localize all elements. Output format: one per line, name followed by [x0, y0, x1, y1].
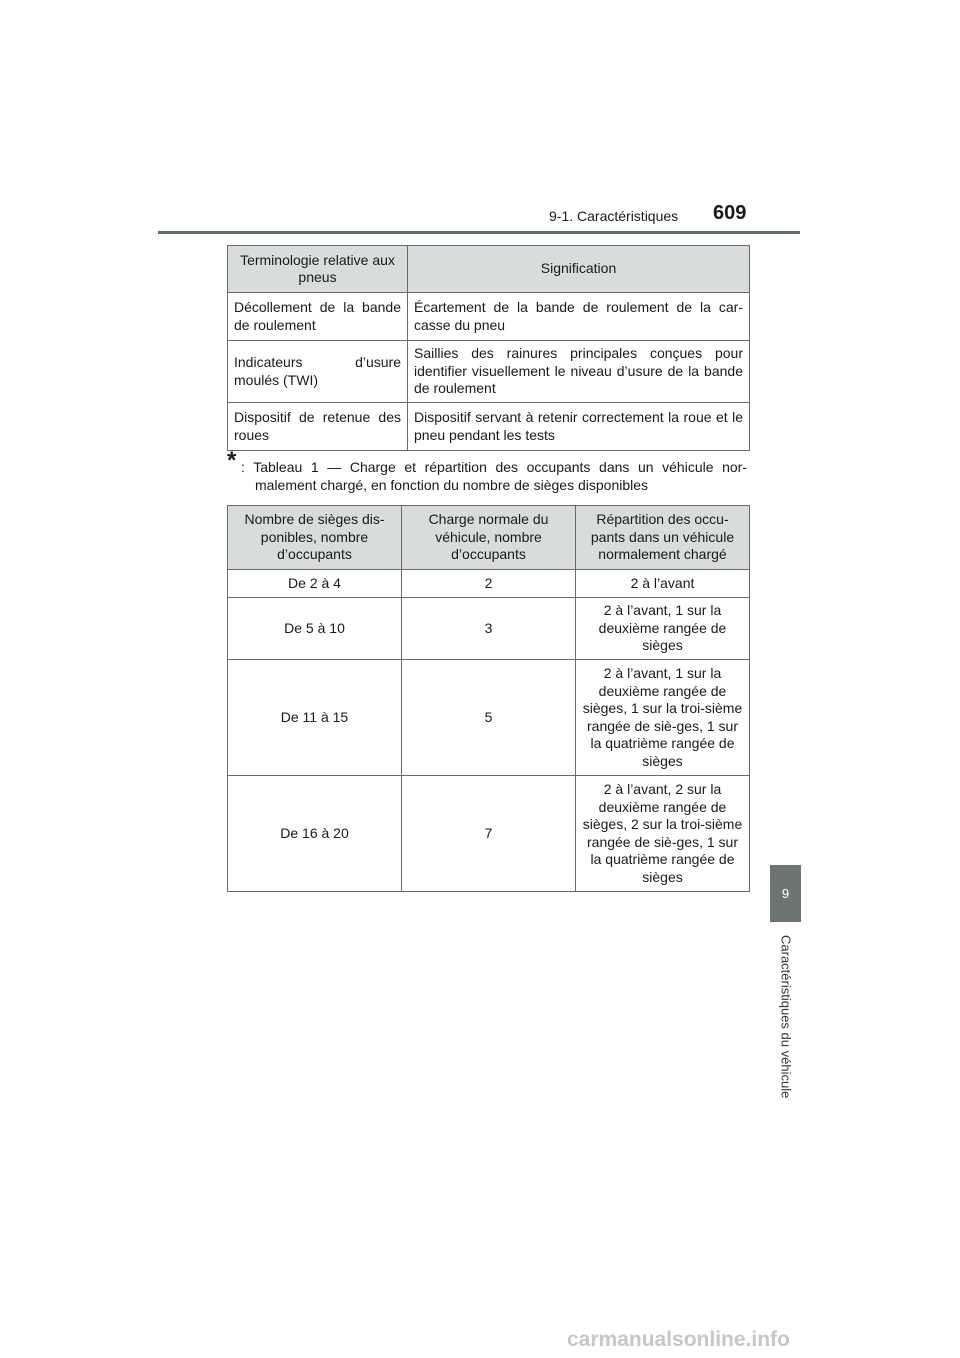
table-cell: Écartement de la bande de roulement de la car-casse du pneu	[408, 293, 750, 341]
table-cell: 2 à l’avant, 2 sur la deuxième rangée de sièges, 2 sur la troi-sième rangée de siè-ges, 1 sur la quatrième rangée de sièges	[576, 776, 750, 892]
column-header: Signification	[408, 246, 750, 293]
table-cell: 7	[402, 776, 576, 892]
table-cell: 2	[402, 570, 576, 598]
chapter-label-text: Caractéristiques du véhicule	[778, 935, 794, 1099]
table-cell: De 16 à 20	[228, 776, 402, 892]
table-cell: Saillies des rainures principales conçues pour identifier visuellement le niveau d’usure de la bande de roulement	[408, 341, 750, 403]
occupant-distribution-table	[227, 505, 750, 892]
chapter-tab: 9	[770, 865, 801, 922]
table-cell: De 2 à 4	[228, 570, 402, 598]
footnote-marker: *	[227, 447, 237, 474]
column-header: Charge normale du véhicule, nombre d’occupants	[402, 506, 576, 570]
table-cell: 5	[402, 660, 576, 776]
table-row	[228, 403, 750, 451]
table-cell: 2 à l’avant, 1 sur la deuxième rangée de sièges	[576, 598, 750, 660]
table-cell: 2 à l’avant	[576, 570, 750, 598]
table-row	[228, 570, 750, 598]
tire-terminology-table	[227, 245, 750, 451]
table-cell: 3	[402, 598, 576, 660]
table-row	[228, 598, 750, 660]
column-header: Terminologie relative aux pneus	[228, 246, 408, 293]
table-row	[228, 293, 750, 341]
page-number: 609	[713, 202, 747, 224]
table-row	[228, 660, 750, 776]
header-divider	[158, 231, 800, 234]
table-header-row	[228, 246, 750, 293]
footnote	[227, 447, 747, 494]
table-cell: Décollement de la bande de roulement	[228, 293, 408, 341]
column-header: Nombre de sièges dis-ponibles, nombre d’occupants	[228, 506, 402, 570]
table-cell: Dispositif de retenue des roues	[228, 403, 408, 451]
table-header-row	[228, 506, 750, 570]
table-cell: De 11 à 15	[228, 660, 402, 776]
table-cell: 2 à l’avant, 1 sur la deuxième rangée de sièges, 1 sur la troi-sième rangée de siè-ges, 1 sur la quatrième rangée de sièges	[576, 660, 750, 776]
column-header: Répartition des occu-pants dans un véhicule normalement chargé	[576, 506, 750, 570]
table-row	[228, 341, 750, 403]
table-cell: Indicateurs d’usure moulés (TWI)	[228, 341, 408, 403]
table-cell: Dispositif servant à retenir correctement la roue et le pneu pendant les tests	[408, 403, 750, 451]
chapter-label	[772, 935, 800, 1120]
table-row	[228, 776, 750, 892]
watermark: carmanualsonline.info	[567, 1328, 790, 1351]
footnote-text: : Tableau 1 — Charge et répartition des occupants dans un véhicule nor-malement chargé, en fonction du nombre de sièges disponibles	[241, 459, 747, 493]
section-title: 9-1. Caractéristiques	[549, 208, 679, 224]
table-cell: De 5 à 10	[228, 598, 402, 660]
